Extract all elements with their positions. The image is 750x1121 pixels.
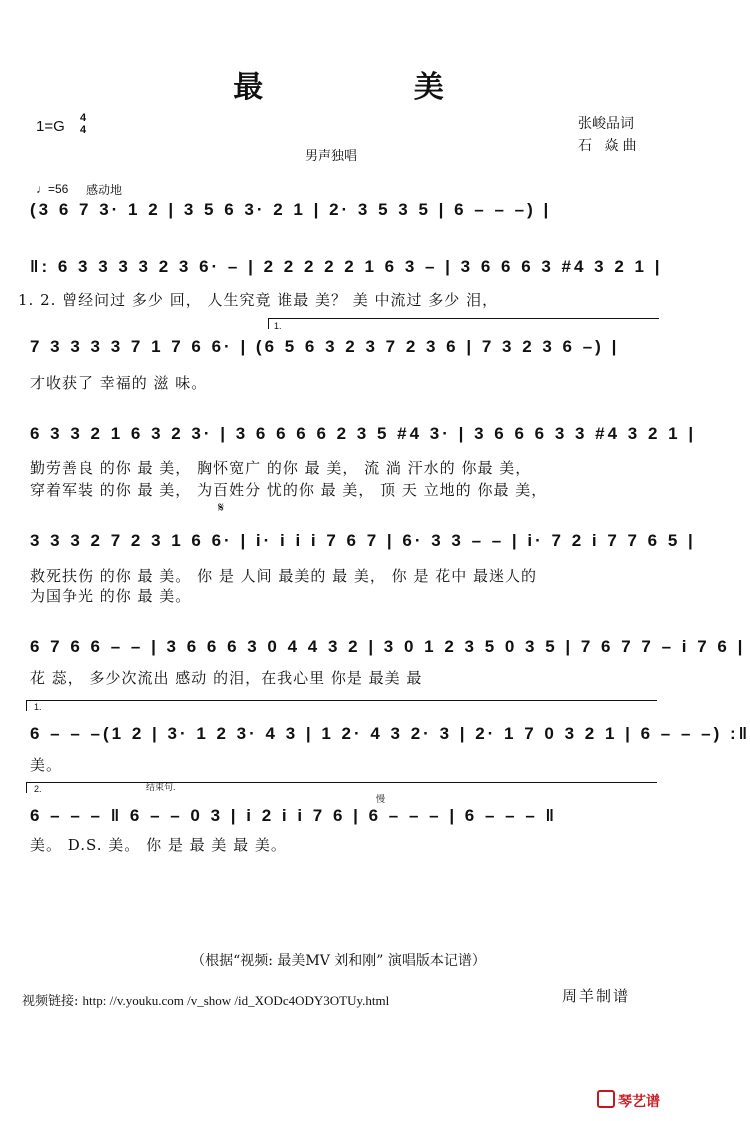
score-row-3-notes: 7 3 3 3 3 7 1 7 6 6· | (6 5 6 3 2 3 7 2 3 6 | 7 3 2 3 6 –) | [30,337,620,356]
score-row-5-notes: 3 3 3 2 7 2 3 1 6 6· | i· i i i 7 6 7 | 6· 3 3 – – | i· 7 2 i 7 7 6 5 | [30,531,696,550]
score-row-4-notes: 6 3 3 2 1 6 3 2 3· | 3 6 6 6 6 2 3 5 #4 3· | 3 6 6 6 3 3 #4 3 2 1 | [30,424,697,443]
score-row-6-lyric-1: 花 蕊， 多少次流出 感动 的泪，在我心里 你是 最美 最 [30,669,423,687]
score-row-7-notes: 6 – – –(1 2 | 3· 1 2 3· 4 3 | 1 2· 4 3 2· 3 | 2· 1 7 0 3 2 1 | 6 – – –) :‖ [30,724,750,743]
lyricist-credit: 张峻品词 [578,116,634,132]
score-row-6-notes: 6 7 6 6 – – | 3 6 6 6 3 0 4 4 3 2 | 3 0 1 2 3 5 0 3 5 | 7 6 7 7 – i 7 6 | [30,637,746,656]
key-signature: 1=G [36,118,65,135]
volta-bracket-1-top [268,318,659,329]
score-row-5-lyric-2: 为国争光 的你 最 美。 [30,587,192,605]
score-row-5-lyric-1: 救死扶伤 的你 最 美。 你 是 人间 最美的 最 美， 你 是 花中 最迷人的 [30,567,537,585]
expression-marking: 感动地 [86,183,123,197]
meter-bottom: 4 [80,124,87,136]
video-link-url[interactable]: http: //v.youku.com /v_show /id_XODc4ODY3OTUy.html [82,993,390,1008]
score-row-4-lyric-1: 勤劳善良 的你 最 美， 胸怀宽广 的你 最 美， 流 淌 汗水的 你最 美， [30,459,532,477]
source-note: （根据“视频: 最美MV 刘和刚” 演唱版本记谱） [191,953,486,969]
volta-bracket-2 [26,782,657,793]
site-logo[interactable] [597,1090,660,1111]
score-row-2-notes: ‖: 6 3 3 3 3 2 3 6· – | 2 2 2 2 2 1 6 3 – | 3 6 6 6 3 #4 3 2 1 | [30,257,663,276]
composer-credit: 石 焱曲 [578,138,641,154]
performer-label: 男声独唱 [305,149,358,164]
score-row-1-notes: (3 6 7 3· 1 2 | 3 5 6 3· 2 1 | 2· 3 5 3 5 | 6 – – –) | [30,200,552,219]
video-link[interactable] [22,990,389,1009]
score-row-7-lyric-1: 美。 [30,756,63,774]
volta-1-label: 1. [34,702,42,712]
meter-top: 4 [80,112,87,124]
song-title: 最 美 [233,70,514,105]
score-row-4-lyric-2: 穿着军装 的你 最 美， 为百姓分 忧的你 最 美， 顶 天 立地的 你最 美， [30,481,548,499]
volta-2-label: 2. [34,784,42,794]
segno-sign: 𝄋 [218,500,225,516]
time-signature [80,112,86,136]
score-row-3-lyric-1: 才收获了 幸福的 滋 味。 [30,374,208,392]
tempo-marking: ♩=56 [36,182,69,196]
site-logo-text: 琴艺谱 [618,1093,660,1109]
score-row-8-notes: 6 – – – ‖ 6 – – 0 3 | i 2 i i 7 6 | 6 – – – | 6 – – – ‖ [30,806,557,825]
volta-bracket-1 [26,700,657,711]
score-row-2-lyric-1: 1. 2. 曾经问过 多少 回， 人生究竟 谁最 美？ 美 中流过 多少 泪， [18,291,499,309]
transcriber-signature: 周羊制谱 [562,987,631,1005]
video-link-label: 视频链接: [22,994,79,1009]
ending-note: 结束句. [146,782,176,792]
logo-icon [597,1090,615,1108]
slow-marking: 慢 [376,794,386,804]
score-row-8-lyric-1: 美。 D.S. 美。 你 是 最 美 最 美。 [30,836,287,854]
volta-1-label-top: 1. [274,321,282,331]
